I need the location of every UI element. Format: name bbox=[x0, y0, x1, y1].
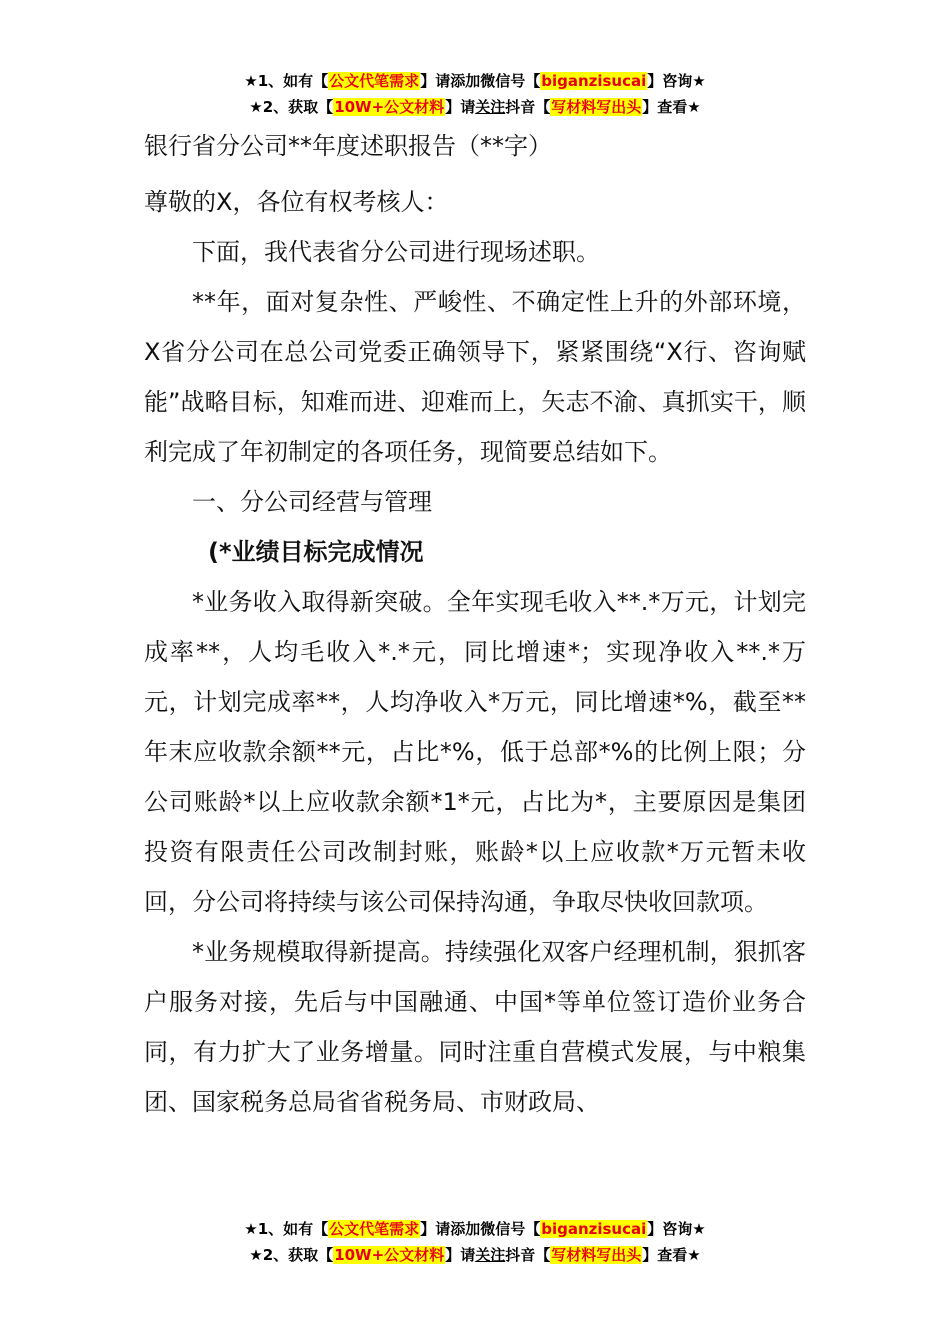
paragraph: **年，面对复杂性、严峻性、不确定性上升的外部环境，X省分公司在总公司党委正确领导下，紧紧围绕“X行、咨询赋能”战略目标，知难而进、迎难而上，矢志不渝、真抓实干，顺利完成了年初制定的各项任务，现简要总结如下。 bbox=[144, 288, 806, 466]
banner-text: 】请添加微信号【 bbox=[420, 72, 541, 90]
banner-text: 】查看★ bbox=[642, 98, 701, 116]
banner-highlight: 写材料写出头 bbox=[551, 1246, 642, 1264]
banner-text: 抖音【 bbox=[505, 1246, 551, 1264]
banner-highlight: 写材料写出头 bbox=[551, 98, 642, 116]
banner-text: ★2、获取【 bbox=[249, 1246, 334, 1264]
banner-underlined-text: 关注 bbox=[475, 1246, 506, 1264]
document-title: 银行省分公司**年度述职报告（**字） bbox=[144, 132, 552, 160]
subsection-heading: (*业绩目标完成情况 bbox=[208, 538, 424, 566]
banner-text: 】请 bbox=[445, 1246, 476, 1264]
bottom-banner bbox=[0, 1216, 950, 1268]
salutation: 尊敬的X，各位有权考核人： bbox=[144, 188, 449, 216]
banner-text: 抖音【 bbox=[505, 98, 551, 116]
banner-text: ★1、如有【 bbox=[244, 72, 329, 90]
paragraph: 下面，我代表省分公司进行现场述职。 bbox=[192, 238, 600, 266]
top-banner bbox=[0, 68, 950, 120]
banner-text: 】请添加微信号【 bbox=[420, 1220, 541, 1238]
paragraph: *业务收入取得新突破。全年实现毛收入**.*万元，计划完成率**，人均毛收入*.*元，同比增速*；实现净收入**.*万元，计划完成率**，人均净收入*万元，同比增速*%，截至**年末应收款余额**元，占比*%，低于总部*%的比例上限；分公司账龄*以上应收款余额*1*元，占比为*，主要原因是集团投资有限责任公司改制封账，账龄*以上应收款*万元暂未收回，分公司将持续与该公司保持沟通，争取尽快收回款项。 bbox=[144, 588, 806, 916]
banner-line-1 bbox=[0, 68, 950, 94]
banner-highlight: 10W+公文材料 bbox=[334, 98, 445, 116]
banner-highlight: 公文代笔需求 bbox=[329, 72, 420, 90]
banner-text: 】请 bbox=[445, 98, 476, 116]
banner-text: ★2、获取【 bbox=[249, 98, 334, 116]
wechat-id-highlight: biganzisucai bbox=[541, 72, 647, 90]
document-body bbox=[144, 126, 806, 1127]
banner-line-2 bbox=[0, 94, 950, 120]
banner-line-1 bbox=[0, 1216, 950, 1242]
banner-highlight: 10W+公文材料 bbox=[334, 1246, 445, 1264]
paragraph: *业务规模取得新提高。持续强化双客户经理机制，狠抓客户服务对接，先后与中国融通、中国*等单位签订造价业务合同，有力扩大了业务增量。同时注重自营模式发展，与中粮集团、国家税务总局省省税务局、市财政局、 bbox=[144, 938, 806, 1116]
banner-highlight: 公文代笔需求 bbox=[329, 1220, 420, 1238]
banner-text: 】查看★ bbox=[642, 1246, 701, 1264]
banner-line-2 bbox=[0, 1242, 950, 1268]
section-heading: 一、分公司经营与管理 bbox=[192, 488, 432, 516]
banner-text: 】咨询★ bbox=[647, 72, 706, 90]
wechat-id-highlight: biganzisucai bbox=[541, 1220, 647, 1238]
banner-underlined-text: 关注 bbox=[475, 98, 506, 116]
banner-text: 】咨询★ bbox=[647, 1220, 706, 1238]
banner-text: ★1、如有【 bbox=[244, 1220, 329, 1238]
